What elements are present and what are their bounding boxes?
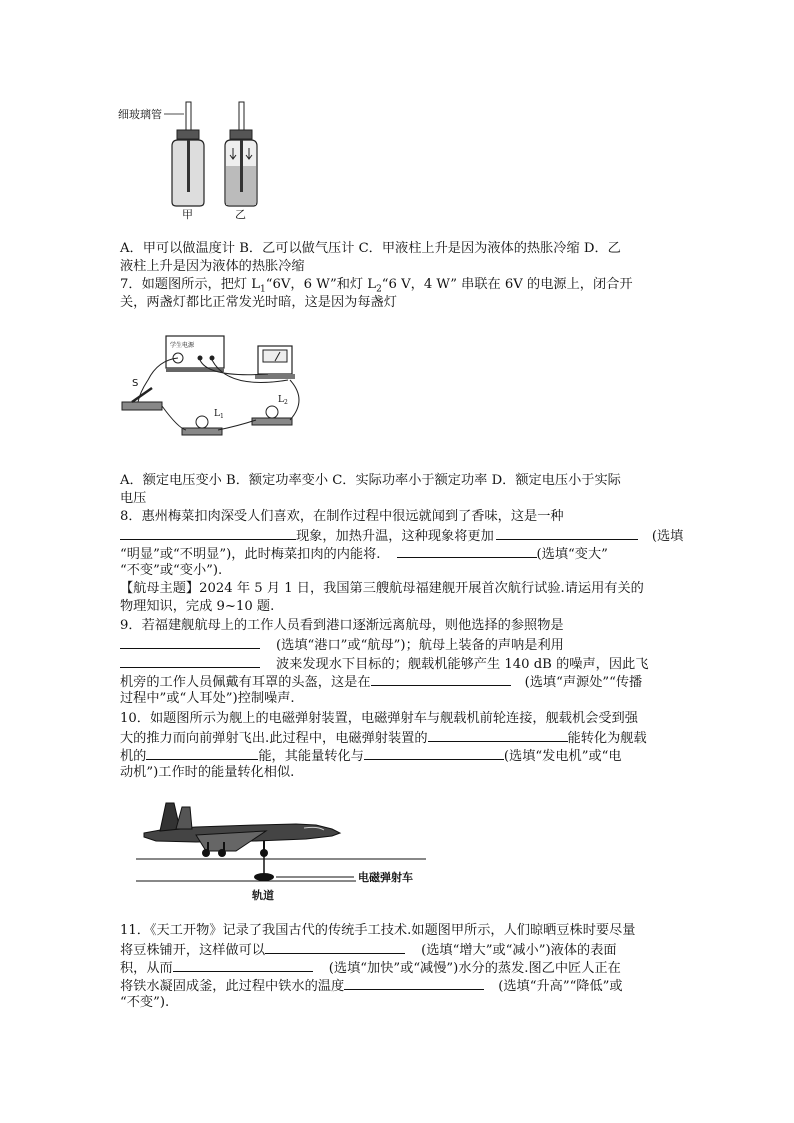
q11-blank1[interactable] xyxy=(265,940,405,954)
q8-line4: “不变”或“变小”). xyxy=(120,563,223,578)
q9-blank2[interactable] xyxy=(120,654,260,668)
q7-options-line1: A．额定电压变小 B．额定功率变小 C．实际功率小于额定功率 D．额定电压小于实际 xyxy=(120,473,621,488)
tube-label: 细玻璃管 xyxy=(118,108,162,121)
car-label: 电磁弹射车 xyxy=(358,871,413,884)
q7-text-c: “6 V，4 W” 串联在 6V 的电源上，闭合开 xyxy=(381,277,633,292)
q10-line3-text: 机的 xyxy=(120,749,147,764)
theme-line1: 【航母主题】2024 年 5 月 1 日，我国第三艘航母福建舰开展首次航行试验.请运用有关的 xyxy=(120,581,644,596)
q6-options-line2: 液柱上升是因为液体的热胀冷缩 xyxy=(120,259,305,274)
q8-blank1[interactable] xyxy=(120,526,296,540)
q10-line4: 动机”)工作时的能量转化相似. xyxy=(120,765,295,780)
q9-line1: 9．若福建舰航母上的工作人员看到港口逐渐远离航母，则他选择的参照物是 xyxy=(120,618,564,633)
q7-text-a: 7．如题图所示，把灯 L xyxy=(120,277,261,292)
theme-line2: 物理知识，完成 9~10 题. xyxy=(120,599,275,614)
q7-sub2: 2 xyxy=(376,284,382,295)
q8-blank3[interactable] xyxy=(397,544,537,558)
q10-line3 xyxy=(120,746,622,766)
q11-line1: 11．《天工开物》记录了我国古代的传统手工技术.如题图甲所示，人们晾晒豆株时要尽量 xyxy=(120,923,636,938)
q10-line2-text: 大的推力而向前弹射飞出.此过程中，电磁弹射装置的 xyxy=(120,731,428,746)
q11-line4-text: 将铁水凝固成釜，此过程中铁水的温度 xyxy=(120,979,345,994)
q9-line3 xyxy=(120,654,648,674)
q11-line3 xyxy=(120,958,621,978)
q8-line1: 8．惠州梅菜扣肉深受人们喜欢，在制作过程中很远就闻到了香味，这是一种 xyxy=(120,509,564,524)
q11-line4-hint: (选填“升高”“降低”或 xyxy=(498,979,623,994)
bottle-figure xyxy=(118,100,278,220)
circuit-figure xyxy=(118,330,318,448)
q9-line4-text: 机旁的工作人员佩戴有耳罩的头盔，这是在 xyxy=(120,675,371,690)
q6-options-line1: A．甲可以做温度计 B．乙可以做气压计 C．甲液柱上升是因为液体的热胀冷缩 D．乙 xyxy=(120,241,621,256)
q9-line4 xyxy=(120,672,642,692)
q9-line2-text: (选填“港口”或“航母”)；航母上装备的声呐是利用 xyxy=(276,638,564,653)
q8-line2 xyxy=(120,526,683,546)
q8-line2-text: 现象，加热升温，这种现象将更加 xyxy=(296,529,494,544)
q9-line3-text: 波来发现水下目标的；舰载机能够产生 140 dB 的噪声，因此飞 xyxy=(276,657,649,672)
q9-blank1[interactable] xyxy=(120,635,260,649)
q11-line2-text: 将豆株铺开，这样做可以 xyxy=(120,943,266,958)
supply-label: 学生电源 xyxy=(170,342,195,349)
q7-stem-line2: 关，两盏灯都比正常发光时暗，这是因为每盏灯 xyxy=(120,295,397,310)
switch-label: S xyxy=(132,378,139,389)
q10-blank3[interactable] xyxy=(364,746,504,760)
right-bottle-label: 乙 xyxy=(235,208,246,220)
q10-line1: 10．如题图所示为舰上的电磁弹射装置，电磁弹射车与舰载机前轮连接，舰载机会受到强 xyxy=(120,711,638,726)
q10-blank2[interactable] xyxy=(146,746,258,760)
q10-blank1[interactable] xyxy=(428,728,568,742)
q10-line3-mid: 能，其能量转化与 xyxy=(258,749,364,764)
q9-line2 xyxy=(120,635,564,655)
q7-text-b: “6V，6 W”和灯 L xyxy=(265,277,377,292)
left-bottle-label: 甲 xyxy=(182,208,193,220)
q11-line4 xyxy=(120,976,623,996)
q8-line3-text: “明显”或“不明显”)，此时梅菜扣肉的内能将. xyxy=(120,547,381,562)
q9-blank3[interactable] xyxy=(371,672,511,686)
q8-line3 xyxy=(120,544,608,564)
q11-blank3[interactable] xyxy=(344,976,484,990)
q11-line2 xyxy=(120,940,617,960)
q8-line3-hint: (选填“变大” xyxy=(536,547,608,562)
q10-line2-tail: 能转化为舰载 xyxy=(567,731,647,746)
q7-options-line2: 电压 xyxy=(120,491,147,506)
q11-line2-hint: (选填“增大”或“减小”)液体的表面 xyxy=(421,943,617,958)
q8-line2-hint: (选填 xyxy=(651,529,684,544)
track-label: 轨道 xyxy=(252,889,274,902)
lamp1-label: $L_1$ xyxy=(214,409,224,420)
q11-line5: “不变”). xyxy=(120,995,170,1010)
q11-line3-text: 积，从而 xyxy=(120,961,173,976)
q8-blank2[interactable] xyxy=(496,526,638,540)
q9-line4-hint: (选填“声源处”“传播 xyxy=(524,675,643,690)
q11-blank2[interactable] xyxy=(173,958,313,972)
q10-line3-hint: (选填“发电机”或“电 xyxy=(503,749,622,764)
catapult-figure xyxy=(136,795,456,905)
q10-line2 xyxy=(120,728,647,748)
lamp2-label: $L_2$ xyxy=(278,395,288,406)
q9-line5: 过程中”或“人耳处”)控制噪声. xyxy=(120,691,295,706)
q7-sub1: 1 xyxy=(260,284,266,295)
q11-line3-hint: (选填“加快”或“减慢”)水分的蒸发.图乙中匠人正在 xyxy=(328,961,621,976)
